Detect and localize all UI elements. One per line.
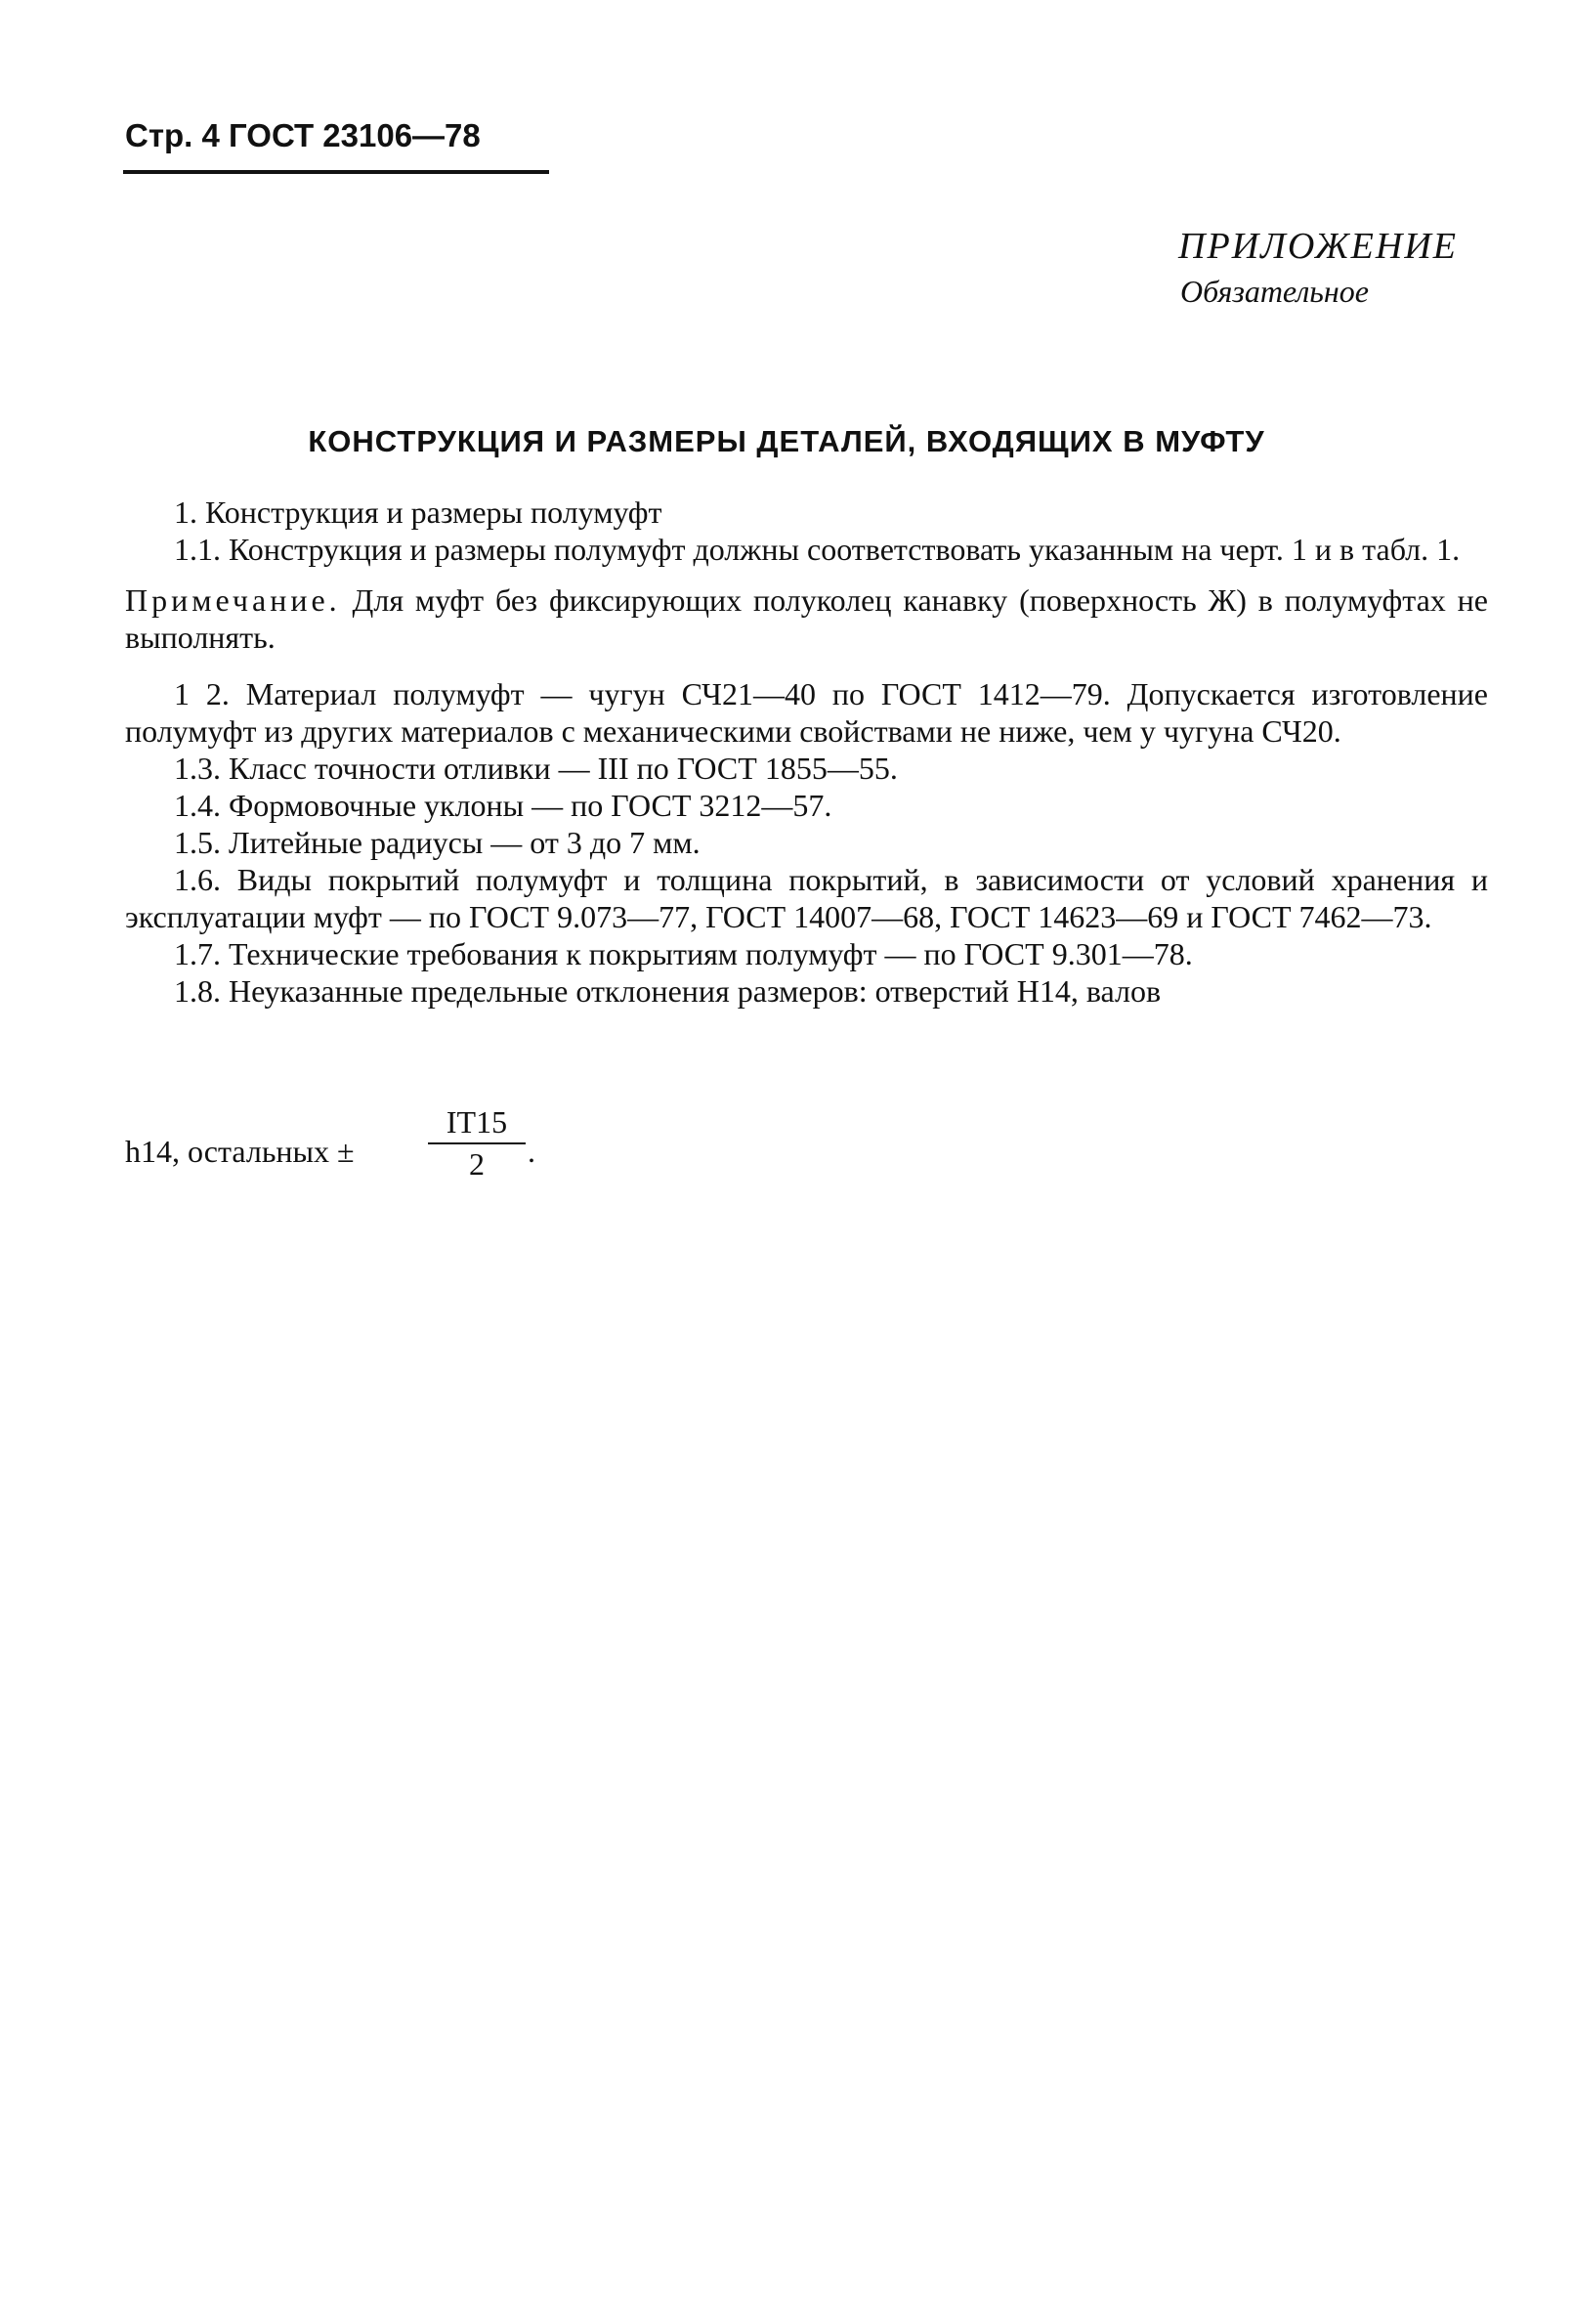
paragraph-1-2: 1 2. Материал полумуфт — чугун СЧ21—40 по ГОСТ 1412—79. Допускается изготовление полумуфт из других материалов с механическими свойствами не ниже, чем у чугуна СЧ20. <box>125 676 1488 749</box>
paragraph-1-7: 1.7. Технические требования к покрытиям полумуфт — по ГОСТ 9.301—78. <box>174 936 1193 971</box>
appendix-heading <box>1178 225 1458 310</box>
formula-fraction <box>428 1104 526 1183</box>
document-body <box>125 494 1488 1010</box>
page-label: Стр. 4 ГОСТ 23106—78 <box>125 117 481 153</box>
formula-denominator: 2 <box>469 1146 485 1182</box>
fraction-bar <box>428 1142 526 1144</box>
section-title: КОНСТРУКЦИЯ И РАЗМЕРЫ ДЕТАЛЕЙ, ВХОДЯЩИХ В МУФТУ <box>308 424 1265 458</box>
paragraph-1-4: 1.4. Формовочные уклоны — по ГОСТ 3212—57. <box>174 788 832 823</box>
formula-tail: . <box>528 1134 535 1169</box>
paragraph-1-5: 1.5. Литейные радиусы — от 3 до 7 мм. <box>174 825 701 860</box>
paragraph-1: 1. Конструкция и размеры полумуфт <box>174 495 662 530</box>
tolerance-formula <box>125 1104 614 1192</box>
note-text: Для муфт без фиксирующих полуколец канавку (поверхность Ж) в полумуфтах не выполнять. <box>125 582 1488 655</box>
note-label: Примечание. <box>125 582 341 618</box>
paragraph-1-1: 1.1. Конструкция и размеры полумуфт должны соответствовать указанным на черт. 1 и в табл. 1. <box>174 532 1461 567</box>
formula-numerator: IT15 <box>446 1104 508 1140</box>
paragraph-1-8: 1.8. Неуказанные предельные отклонения размеров: отверстий H14, валов <box>174 973 1162 1009</box>
appendix-title: ПРИЛОЖЕНИЕ <box>1178 226 1458 267</box>
paragraph-1-6: 1.6. Виды покрытий полумуфт и толщина покрытий, в зависимости от условий хранения и эксплуатации муфт — по ГОСТ 9.073—77, ГОСТ 14007—68, ГОСТ 14623—69 и ГОСТ 7462—73. <box>125 862 1488 934</box>
note-paragraph <box>125 581 1488 656</box>
page-header <box>125 117 545 154</box>
appendix-subtitle: Обязательное <box>1180 274 1369 309</box>
paragraph-1-3: 1.3. Класс точности отливки — III по ГОСТ 1855—55. <box>174 751 898 786</box>
header-divider <box>123 170 549 174</box>
formula-lead: h14, остальных ± <box>125 1134 355 1169</box>
